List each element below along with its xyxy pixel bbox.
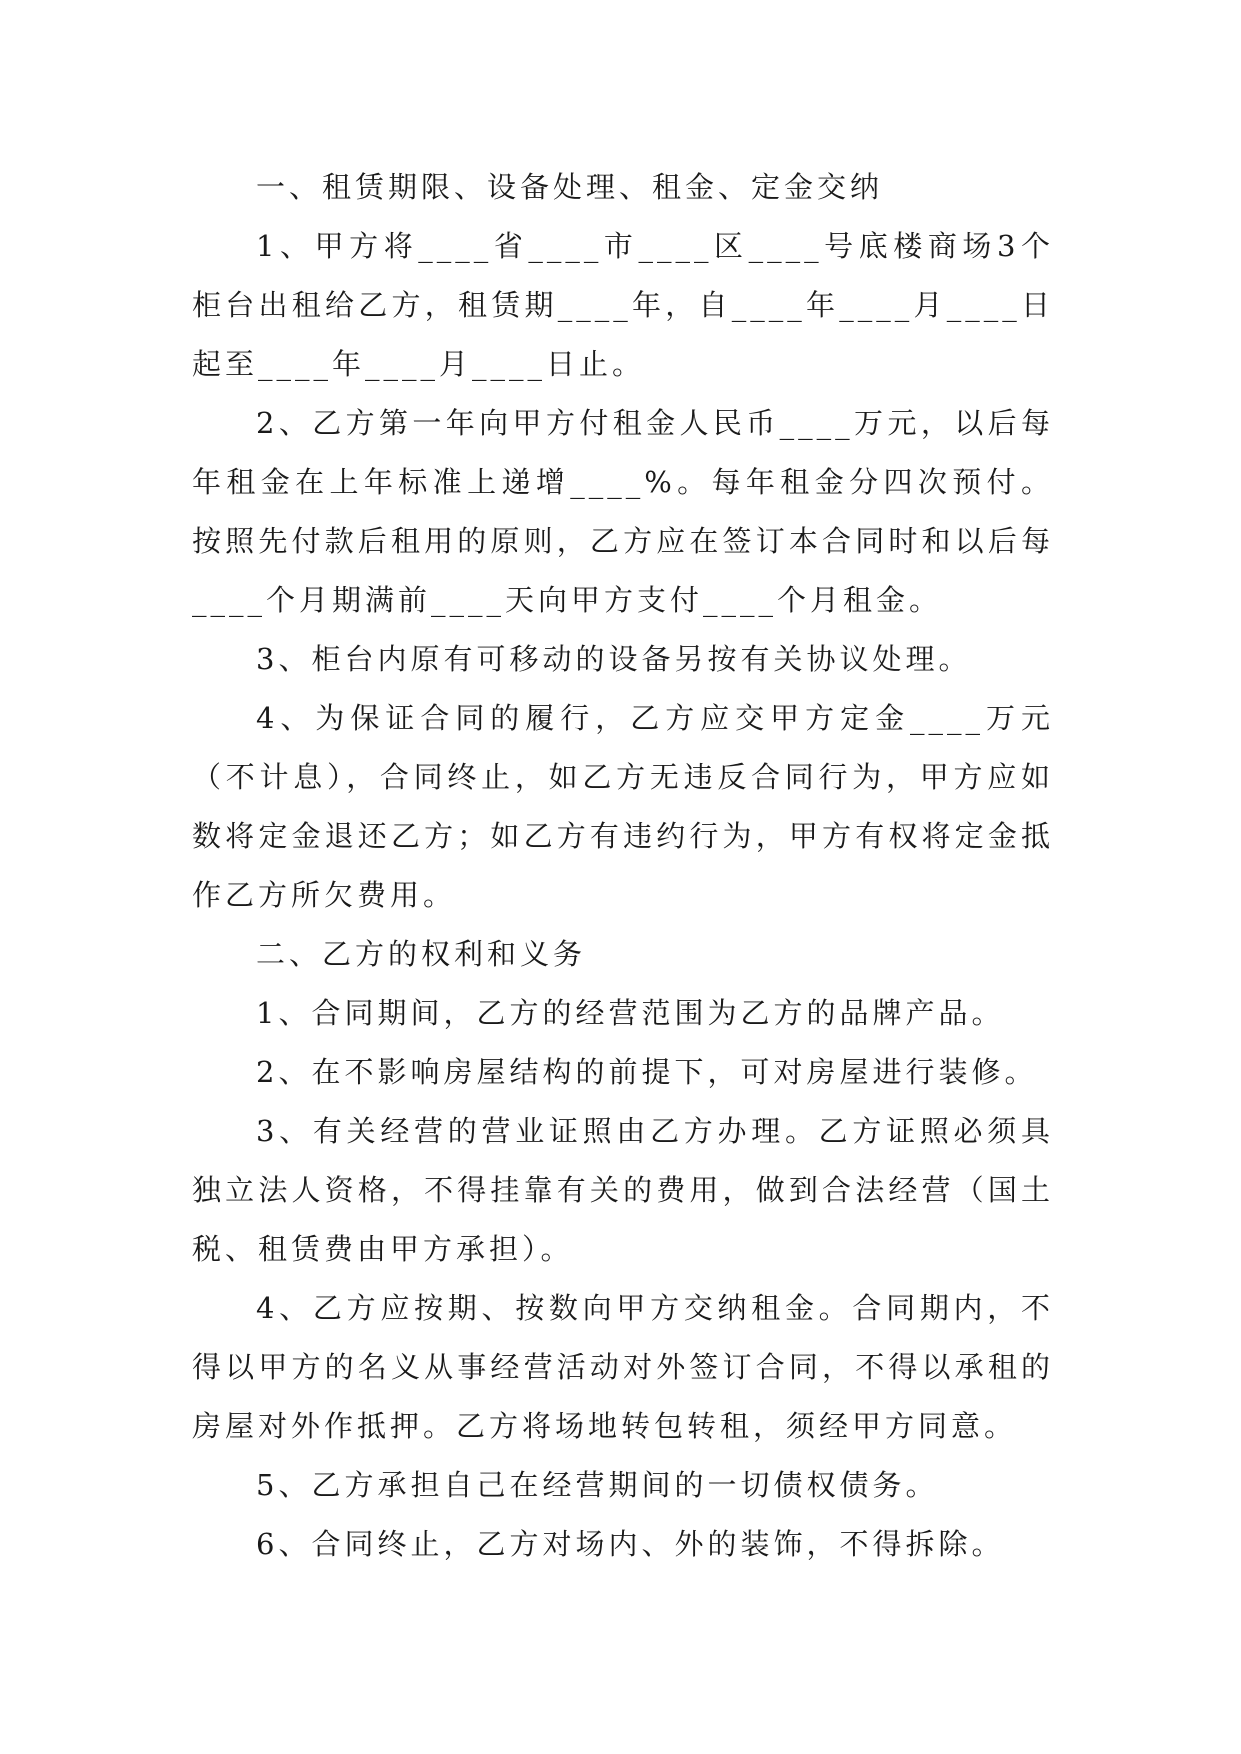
clause-1-2-rent: 2、乙方第一年向甲方付租金人民币____万元，以后每年租金在上年标准上递增____%。每年租金分四次预付。按照先付款后租用的原则，乙方应在签订本合同时和以后每____个月期满前____天向甲方支付____个月租金。 [192,406,1054,617]
clause-2-2-renovation: 2、在不影响房屋结构的前提下，可对房屋进行装修。 [256,1055,1038,1089]
clause-1-1-lease-period: 1、甲方将____省____市____区____号底楼商场3个柜台出租给乙方，租赁期____年，自____年____月____日起至____年____月____日止。 [192,229,1054,381]
clause-1-4-deposit: 4、为保证合同的履行，乙方应交甲方定金____万元（不计息），合同终止，如乙方无违反合同行为，甲方应如数将定金退还乙方；如乙方有违约行为，甲方有权将定金抵作乙方所欠费用。 [192,701,1054,912]
clause-1-3-equipment: 3、柜台内原有可移动的设备另按有关协议处理。 [256,642,972,676]
clause-2-1-business-scope: 1、合同期间，乙方的经营范围为乙方的品牌产品。 [256,996,1005,1030]
section-heading-lease-terms: 一、租赁期限、设备处理、租金、定金交纳 [256,170,884,204]
clause-2-3-licenses: 3、有关经营的营业证照由乙方办理。乙方证照必须具独立法人资格，不得挂靠有关的费用，做到合法经营（国土税、租赁费由甲方承担）。 [192,1114,1054,1266]
clause-2-5-debts: 5、乙方承担自己在经营期间的一切债权债务。 [256,1468,939,1502]
clause-2-4-rent-payment: 4、乙方应按期、按数向甲方交纳租金。合同期内，不得以甲方的名义从事经营活动对外签订合同，不得以承租的房屋对外作抵押。乙方将场地转包转租，须经甲方同意。 [192,1291,1054,1443]
clause-2-6-decorations: 6、合同终止，乙方对场内、外的装饰，不得拆除。 [256,1527,1005,1561]
document-body [192,158,1054,1574]
section-heading-rights-obligations: 二、乙方的权利和义务 [256,937,587,971]
